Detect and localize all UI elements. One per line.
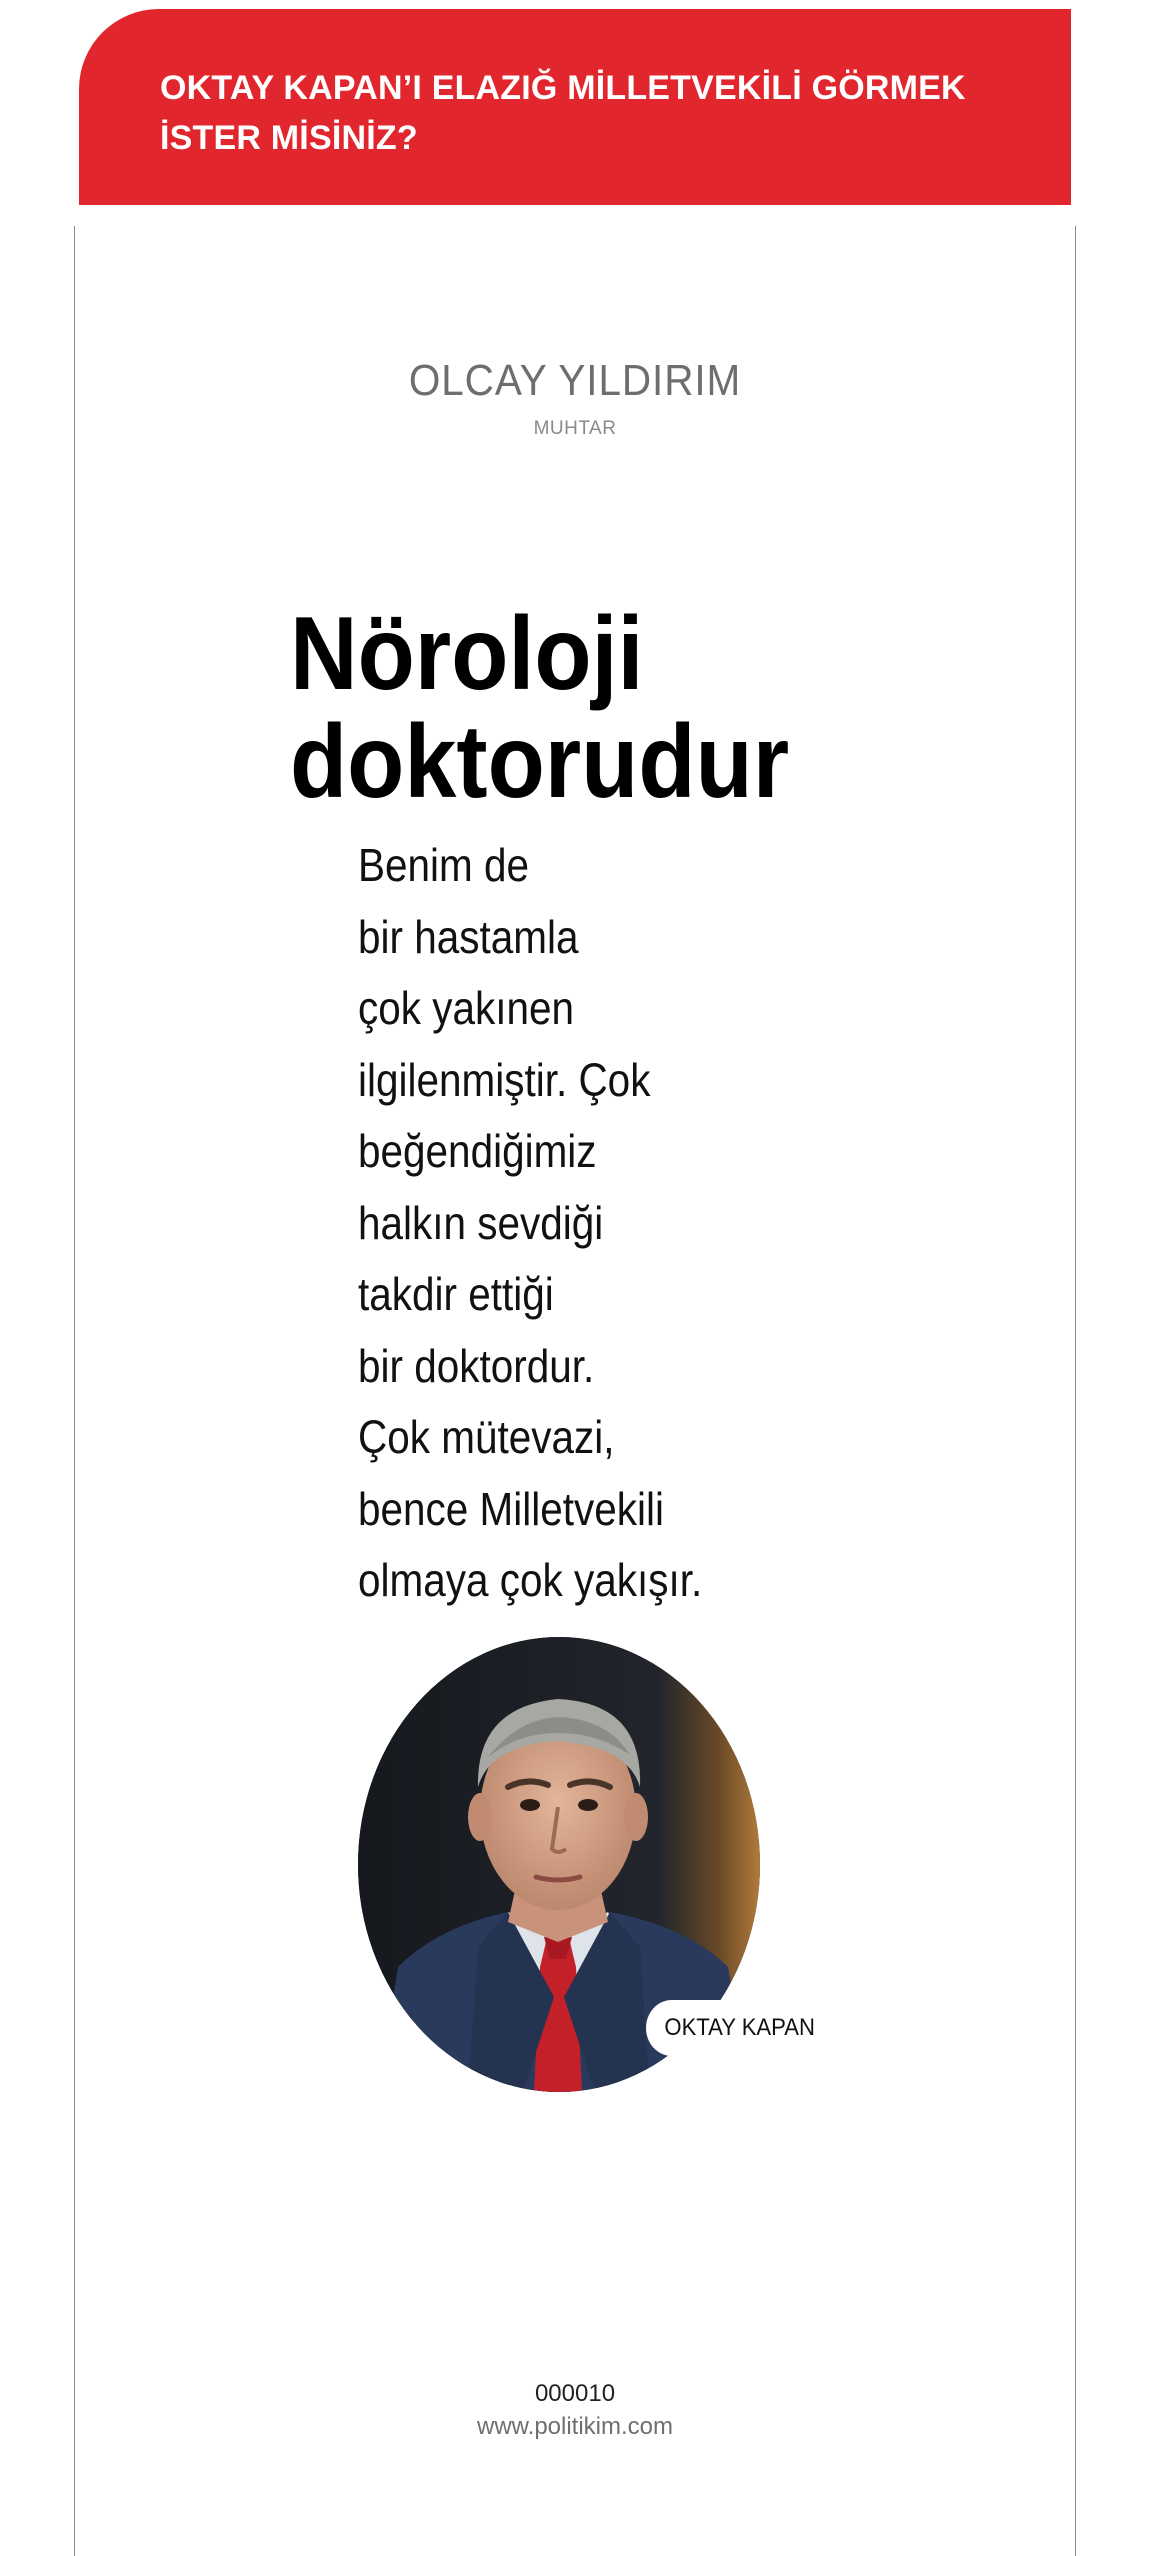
headline-line-2: doktorudur [290, 704, 790, 820]
banner-title-line-2: İSTER MİSİNİZ? [160, 119, 418, 157]
author-role: MUHTAR [533, 418, 617, 439]
footer-code: 000010 [534, 2380, 616, 2407]
banner-title [160, 63, 1011, 163]
headline [290, 596, 848, 820]
quote-line: halkın sevdiği [358, 1196, 604, 1249]
quote-line: bir hastamla [358, 910, 579, 963]
header-banner [79, 9, 1071, 205]
quote-line: olmaya çok yakışır. [358, 1554, 703, 1606]
quote-line: Çok mütevazi, [358, 1411, 615, 1463]
quote-line: bir doktordur. [358, 1339, 595, 1392]
quote-line: çok yakınen [358, 982, 575, 1034]
quote-line: ilgilenmiştir. Çok [358, 1053, 651, 1106]
portrait-name-tag: OKTAY KAPAN [646, 2000, 833, 2056]
banner-title-line-1: OKTAY KAPAN’I ELAZIĞ MİLLETVEKİLİ GÖRMEK [160, 69, 966, 107]
footer-url[interactable]: www.politikim.com [476, 2413, 674, 2440]
headline-line-1: Nöroloji [290, 596, 644, 712]
quote-line: bence Milletvekili [358, 1482, 664, 1535]
author-name: OLCAY YILDIRIM [408, 356, 742, 405]
quote-text [358, 830, 851, 1617]
quote-line: takdir ettiği [358, 1268, 554, 1320]
quote-line: beğendiğimiz [358, 1125, 597, 1177]
quote-line: Benim de [358, 839, 530, 891]
